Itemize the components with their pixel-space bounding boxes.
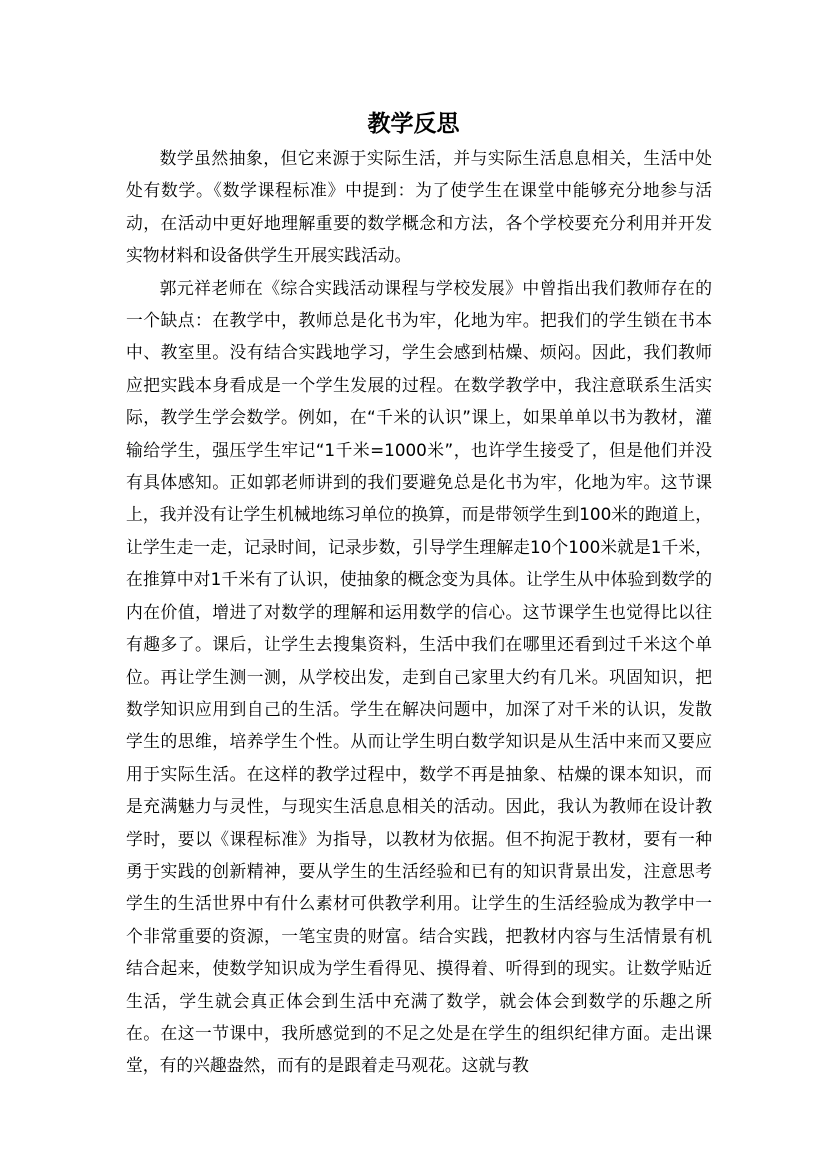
document-body bbox=[126, 142, 712, 1082]
document-title: 教学反思 bbox=[367, 110, 460, 137]
paragraph-main: 郭元祥老师在《综合实践活动课程与学校发展》中曾指出我们教师存在的一个缺点：在教学中，教师总是化书为牢，化地为牢。把我们的学生锁在书本中、教室里。没有结合实践地学习，学生会感到枯燥、烦闷。因此，我们教师应把实践本身看成是一个学生发展的过程。在数学教学中，我注意联系生活实际，教学生学会数学。例如，在“千米的认识”课上，如果单单以书为教材，灌输给学生，强压学生牢记“1千米=1000米”，也许学生接受了，但是他们并没有具体感知。正如郭老师讲到的我们要避免总是化书为牢，化地为牢。这节课上，我并没有让学生机械地练习单位的换算，而是带领学生到100米的跑道上，让学生走一走，记录时间，记录步数，引导学生理解走10个100米就是1千米，在推算中对1千米有了认识，使抽象的概念变为具体。让学生从中体验到数学的内在价值，增进了对数学的理解和运用数学的信心。这节课学生也觉得比以往有趣多了。课后，让学生去搜集资料，生活中我们在哪里还看到过千米这个单位。再让学生测一测，从学校出发，走到自己家里大约有几米。巩固知识，把数学知识应用到自己的生活。学生在解决问题中，加深了对千米的认识，发散学生的思维，培养学生个性。从而让学生明白数学知识是从生活中来而又要应用于实际生活。在这样的教学过程中，数学不再是抽象、枯燥的课本知识，而是充满魅力与灵性，与现实生活息息相关的活动。因此，我认为教师在设计教学时，要以《课程标准》为指导，以教材为依据。但不拘泥于教材，要有一种勇于实践的创新精神，要从学生的生活经验和已有的知识背景出发，注意思考学生的生活世界中有什么素材可供教学利用。让学生的生活经验成为教学中一个非常重要的资源，一笔宝贵的财富。结合实践，把教材内容与生活情景有机结合起来，使数学知识成为学生看得见、摸得着、听得到的现实。让数学贴近生活，学生就会真正体会到生活中充满了数学，就会体会到数学的乐趣之所在。在这一节课中，我所感觉到的不足之处是在学生的组织纪律方面。走出课堂，有的兴趣盎然，而有的是跟着走马观花。这就与教 bbox=[126, 277, 712, 1076]
paragraph-intro: 数学虽然抽象，但它来源于实际生活，并与实际生活息息相关，生活中处处有数学。《数学课程标准》中提到：为了使学生在课堂中能够充分地参与活动，在活动中更好地理解重要的数学概念和方法，各个学校要充分利用并开发实物材料和设备供学生开展实践活动。 bbox=[126, 148, 712, 266]
